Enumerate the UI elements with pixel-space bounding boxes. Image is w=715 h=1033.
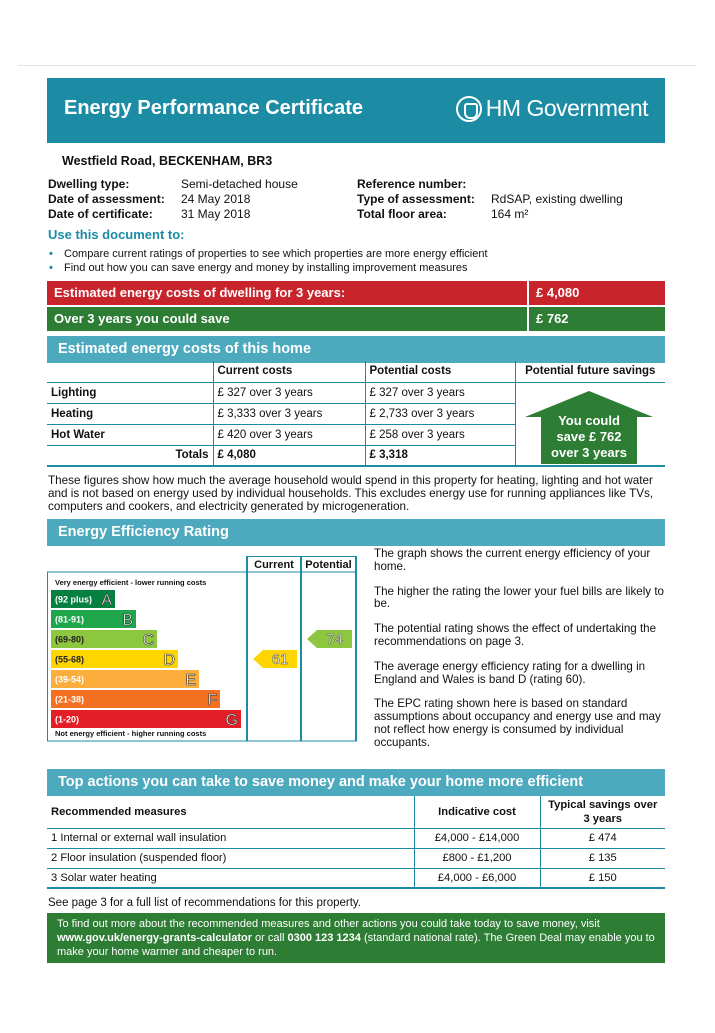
- band-range-a: (92 plus): [55, 594, 93, 605]
- table-row: [47, 848, 665, 868]
- rating-section-title: Energy Efficiency Rating: [47, 519, 665, 546]
- detail-value: RdSAP, existing dwelling: [491, 192, 623, 206]
- certificate-header: [47, 78, 665, 143]
- measure-name: 3 Solar water heating: [47, 868, 414, 888]
- crest-icon: [456, 96, 482, 122]
- detail-value: Semi-detached house: [181, 177, 298, 191]
- savings-arrow: [525, 391, 653, 464]
- table-row: [47, 828, 665, 848]
- totals-current: £ 4,080: [213, 445, 365, 466]
- band-letter-c: C: [142, 632, 154, 649]
- measure-saving: £ 150: [540, 868, 665, 888]
- cost-potential: £ 258 over 3 years: [365, 424, 515, 445]
- could-save-bar: [47, 307, 665, 331]
- measure-saving: £ 135: [540, 848, 665, 868]
- rating-graph: [47, 556, 357, 742]
- actions-section-title: Top actions you can take to save money and make your home more efficient: [47, 769, 665, 796]
- list-item: • Compare current ratings of properties to see which properties are more energy efficient: [48, 247, 488, 261]
- recommended-measures-table: [47, 796, 665, 889]
- savings-line: You could: [558, 413, 620, 428]
- phone-number: 0300 123 1234: [287, 932, 361, 944]
- savings-line: over 3 years: [551, 445, 627, 460]
- measure-cost: £4,000 - £14,000: [414, 828, 540, 848]
- totals-potential: £ 3,318: [365, 445, 515, 466]
- detail-value: 31 May 2018: [181, 207, 251, 221]
- energy-rating-chart: [47, 556, 357, 742]
- band-range-b: (81-91): [55, 614, 85, 625]
- band-letter-f: F: [207, 692, 217, 709]
- measure-name: 1 Internal or external wall insulation: [47, 828, 414, 848]
- top-efficiency-note: Very energy efficient - lower running costs: [55, 578, 207, 587]
- gov-logo-text: HM Government: [485, 95, 648, 121]
- explanation-paragraph: The average energy efficiency rating for a dwelling in England and Wales is band D (rating 60).: [374, 659, 646, 686]
- band-range-e: (39-54): [55, 674, 85, 685]
- rating-explanation: [374, 548, 665, 762]
- detail-value: 164 m²: [491, 207, 529, 221]
- explanation-paragraph: The EPC rating shown here is based on standard assumptions about occupancy and energy use and may not reflect how energy is consumed by individual occupants.: [374, 697, 661, 749]
- band-range-g: (1-20): [55, 714, 80, 725]
- totals-label: Totals: [47, 445, 213, 466]
- table-header: Recommended measures: [47, 796, 414, 828]
- detail-label: Date of assessment:: [48, 192, 165, 206]
- band-letter-g: G: [225, 712, 238, 729]
- top-divider: [18, 65, 696, 66]
- footer-info: [47, 913, 665, 963]
- cost-current: £ 420 over 3 years: [213, 424, 365, 445]
- band-letter-d: D: [163, 652, 175, 669]
- detail-value: 24 May 2018: [181, 192, 251, 206]
- explanation-paragraph: The graph shows the current energy efficiency of your home.: [374, 547, 651, 573]
- estimated-costs-label: Estimated energy costs of dwelling for 3 years:: [54, 285, 346, 300]
- details-left: [48, 177, 298, 222]
- footer-text: (standard national rate). The Green Deal may enable you to make your home warmer and cheaper to run.: [57, 932, 655, 958]
- band-range-d: (55-68): [55, 654, 85, 665]
- table-row: [47, 868, 665, 888]
- cost-name: Heating: [47, 403, 213, 424]
- band-range-c: (69-80): [55, 634, 85, 645]
- band-letter-b: B: [122, 612, 133, 629]
- measure-saving: £ 474: [540, 828, 665, 848]
- detail-label: Date of certificate:: [48, 207, 153, 221]
- table-header-row: [47, 796, 665, 828]
- cost-current: £ 327 over 3 years: [213, 382, 365, 403]
- estimated-costs-value: £ 4,080: [527, 281, 665, 305]
- potential-column-label: Potential: [305, 559, 352, 571]
- explanation-paragraph: The higher the rating the lower your fuel bills are likely to be.: [374, 584, 664, 611]
- footer-text: To find out more about the recommended measures and other actions you could take today to save money, visit: [57, 918, 600, 930]
- detail-label: Dwelling type:: [48, 177, 130, 191]
- current-column-label: Current: [254, 559, 294, 571]
- use-document-title: Use this document to:: [48, 227, 185, 242]
- costs-note: These figures show how much the average household would spend in this property for heating, lighting and hot water and is not based on energy used by individual households. This excludes energy use for running appliances like TVs, computers and cookers, and electricity generated by microgeneration.: [48, 474, 654, 513]
- estimated-costs-bar: [47, 281, 665, 305]
- cost-name: Lighting: [47, 382, 213, 403]
- explanation-paragraph: The potential rating shows the effect of undertaking the recommendations on page 3.: [374, 622, 657, 648]
- band-range-f: (21-38): [55, 694, 85, 705]
- cost-current: £ 3,333 over 3 years: [213, 403, 365, 424]
- hm-government-logo: [456, 95, 648, 122]
- footer-text: or call: [252, 932, 288, 944]
- costs-section-title: Estimated energy costs of this home: [47, 336, 665, 363]
- page-title: Energy Performance Certificate: [64, 97, 364, 119]
- table-header: Typical savings over 3 years: [540, 796, 665, 828]
- savings-line: save £ 762: [556, 429, 622, 444]
- detail-label: Total floor area:: [357, 207, 447, 221]
- table-header: Current costs: [213, 361, 365, 382]
- table-header: Indicative cost: [414, 796, 540, 828]
- current-rating-value: 61: [271, 651, 289, 668]
- see-page-note: See page 3 for a full list of recommendations for this property.: [48, 897, 361, 909]
- cost-name: Hot Water: [47, 424, 213, 445]
- property-address: Westfield Road, BECKENHAM, BR3: [62, 154, 273, 168]
- could-save-value: £ 762: [527, 307, 665, 331]
- epc-page: [47, 78, 665, 958]
- could-save-label: Over 3 years you could save: [54, 311, 230, 326]
- list-item: • Find out how you can save energy and money by installing improvement measures: [48, 261, 488, 275]
- measure-cost: £800 - £1,200: [414, 848, 540, 868]
- measure-cost: £4,000 - £6,000: [414, 868, 540, 888]
- table-header: Potential costs: [365, 361, 515, 382]
- table-header: [47, 361, 213, 382]
- cost-potential: £ 2,733 over 3 years: [365, 403, 515, 424]
- band-letter-a: A: [101, 592, 112, 609]
- use-document-list: [48, 247, 488, 275]
- band-bar-g: [51, 710, 241, 728]
- grants-calculator-link[interactable]: www.gov.uk/energy-grants-calculator: [57, 932, 252, 944]
- details-right: [357, 177, 623, 222]
- bottom-efficiency-note: Not energy efficient - higher running costs: [55, 729, 207, 738]
- savings-text: [525, 413, 653, 461]
- table-header-row: [47, 361, 665, 382]
- table-header: Potential future savings: [515, 361, 665, 382]
- potential-rating-value: 74: [326, 631, 343, 648]
- detail-label: Type of assessment:: [357, 192, 475, 206]
- detail-label: Reference number:: [357, 177, 467, 191]
- measure-name: 2 Floor insulation (suspended floor): [47, 848, 414, 868]
- band-letter-e: E: [185, 672, 196, 689]
- cost-potential: £ 327 over 3 years: [365, 382, 515, 403]
